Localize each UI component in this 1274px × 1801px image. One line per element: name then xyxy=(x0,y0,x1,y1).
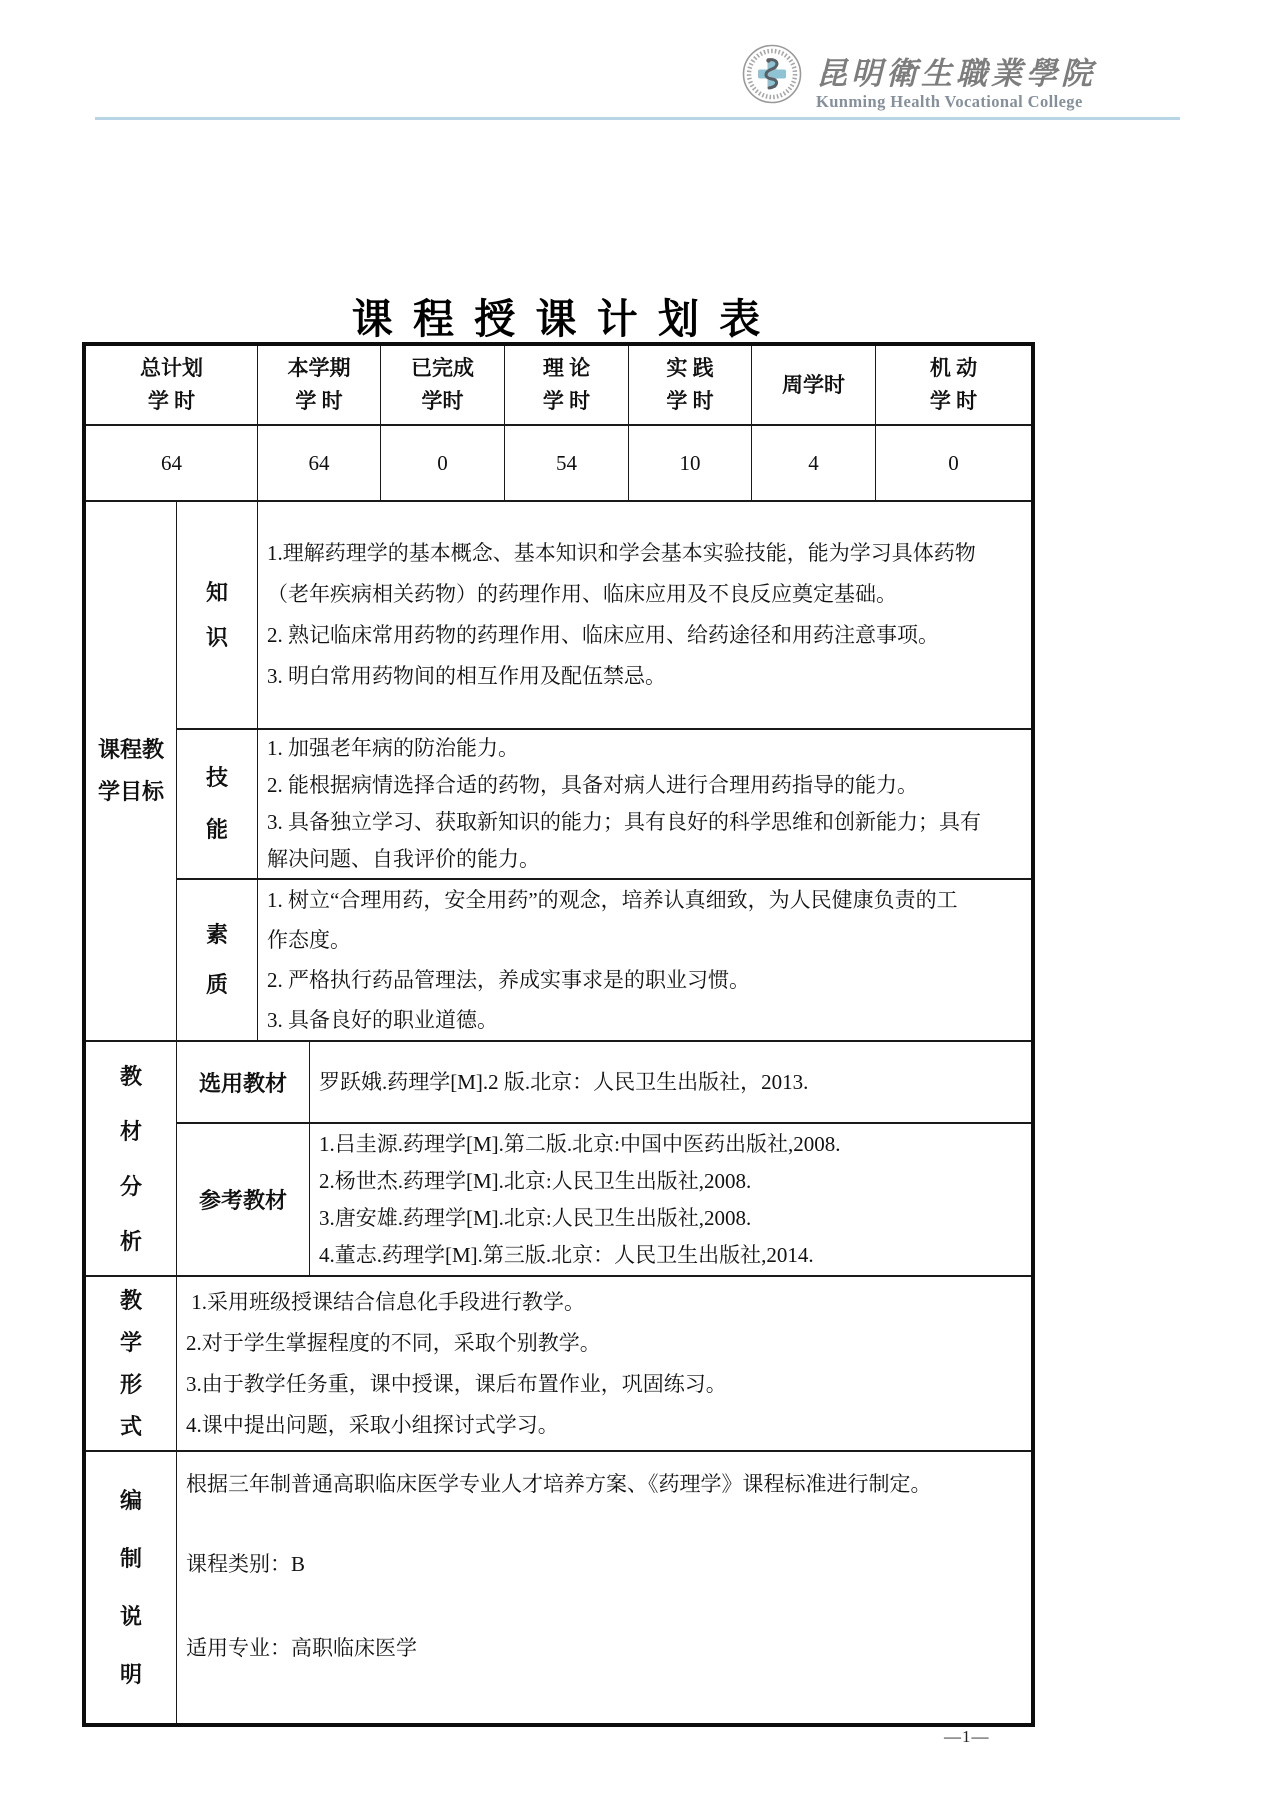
compilation-section xyxy=(86,1452,1031,1723)
objectives-section xyxy=(86,502,1031,1042)
hours-header-line: 理 论 xyxy=(542,356,591,380)
hours-header-semester xyxy=(258,346,381,424)
teaching-form-label-text: 教学形式 xyxy=(119,1287,142,1439)
hours-value-practice: 10 xyxy=(629,426,752,500)
hours-value-semester: 64 xyxy=(258,426,381,500)
knowledge-content xyxy=(258,502,1031,728)
reference-textbook-line: 3.唐安雄.药理学[M].北京:人民卫生出版社,2008. xyxy=(319,1205,752,1230)
quality-line: 作态度。 xyxy=(267,928,351,952)
skills-line: 1. 加强老年病的防治能力。 xyxy=(267,736,519,760)
hours-value-total: 64 xyxy=(86,426,258,500)
knowledge-line: 3. 明白常用药物间的相互作用及配伍禁忌。 xyxy=(267,664,666,688)
hours-header-row xyxy=(86,346,1031,426)
selected-textbook-row xyxy=(177,1042,1031,1124)
objectives-section-label xyxy=(86,502,177,1040)
hours-value-weekly: 4 xyxy=(752,426,876,500)
skills-content xyxy=(258,730,1031,878)
compilation-line: 适用专业：高职临床医学 xyxy=(186,1636,417,1660)
teaching-form-label xyxy=(86,1277,177,1450)
knowledge-label xyxy=(177,502,258,728)
quality-row xyxy=(177,880,1031,1040)
hours-header-line: 学 时 xyxy=(929,389,978,413)
college-name-english: Kunming Health Vocational College xyxy=(816,92,1083,111)
teaching-form-line: 2.对于学生掌握程度的不同，采取个别教学。 xyxy=(186,1330,601,1355)
teaching-form-section xyxy=(86,1277,1031,1452)
quality-content xyxy=(258,880,1031,1040)
skills-line: 3. 具备独立学习、获取新知识的能力；具有良好的科学思维和创新能力；具有 xyxy=(267,810,981,834)
hours-header-line: 总计划 xyxy=(140,356,203,380)
hours-header-practice xyxy=(629,346,752,424)
college-seal-logo xyxy=(742,44,802,104)
skills-label-text: 技能 xyxy=(205,765,228,842)
skills-line: 解决问题、自我评价的能力。 xyxy=(267,847,540,871)
hours-header-flexible xyxy=(876,346,1031,424)
hours-header-line: 实 践 xyxy=(666,356,714,380)
selected-textbook-line: 罗跃娥.药理学[M].2 版.北京：人民卫生出版社，2013. xyxy=(319,1070,809,1094)
course-plan-table xyxy=(82,342,1035,1727)
hours-value-completed: 0 xyxy=(381,426,505,500)
knowledge-line: 1.理解药理学的基本概念、基本知识和学会基本实验技能，能为学习具体药物 xyxy=(267,541,976,565)
objectives-label-text: 课程教学目标 xyxy=(97,737,164,804)
teaching-form-content xyxy=(177,1277,1031,1450)
reference-textbook-line: 2.杨世杰.药理学[M].北京:人民卫生出版社,2008. xyxy=(319,1168,752,1193)
hours-header-total xyxy=(86,346,258,424)
hours-value-theory: 54 xyxy=(505,426,629,500)
skills-label xyxy=(177,730,258,878)
hours-values-row xyxy=(86,426,1031,502)
hours-header-line: 学 时 xyxy=(542,389,591,413)
hours-header-line: 本学期 xyxy=(287,356,351,380)
materials-section-label xyxy=(86,1042,177,1275)
page-title: 课 程 授 课 计 划 表 xyxy=(351,296,766,342)
hours-header-line: 机 动 xyxy=(929,356,978,380)
selected-textbook-label xyxy=(177,1042,310,1122)
hours-header-line: 学时 xyxy=(421,389,464,413)
quality-line: 1. 树立“合理用药，安全用药”的观念，培养认真细致，为人民健康负责的工 xyxy=(267,888,958,912)
quality-line: 2. 严格执行药品管理法，养成实事求是的职业习惯。 xyxy=(267,968,750,992)
knowledge-line: （老年疾病相关药物）的药理作用、临床应用及不良反应奠定基础。 xyxy=(267,582,897,606)
compilation-label xyxy=(86,1452,177,1723)
compilation-label-text: 编制说明 xyxy=(119,1487,142,1687)
hours-header-line: 已完成 xyxy=(411,356,474,380)
knowledge-row xyxy=(177,502,1031,730)
header-divider-line xyxy=(95,117,1180,120)
reference-textbook-line: 1.吕圭源.药理学[M].第二版.北京:中国中医药出版社,2008. xyxy=(319,1131,841,1156)
skills-line: 2. 能根据病情选择合适的药物，具备对病人进行合理用药指导的能力。 xyxy=(267,773,918,797)
teaching-form-line: 3.由于教学任务重，课中授课，课后布置作业，巩固练习。 xyxy=(186,1371,727,1396)
hours-header-line: 学 时 xyxy=(295,389,343,413)
knowledge-line: 2. 熟记临床常用药物的药理作用、临床应用、给药途径和用药注意事项。 xyxy=(267,623,939,647)
selected-textbook-label-text: 选用教材 xyxy=(198,1070,287,1096)
compilation-line: 根据三年制普通高职临床医学专业人才培养方案、《药理学》课程标准进行制定。 xyxy=(186,1472,932,1496)
page-number: —1— xyxy=(944,1727,990,1746)
hours-header-line: 学 时 xyxy=(147,389,196,413)
compilation-line: 课程类别：B xyxy=(186,1552,306,1576)
college-name-chinese: 昆明衛生職業學院 xyxy=(816,56,1096,91)
materials-section xyxy=(86,1042,1031,1277)
skills-row xyxy=(177,730,1031,880)
knowledge-label-text: 知识 xyxy=(205,580,228,650)
quality-label-text: 素质 xyxy=(205,922,228,997)
teaching-form-line: 4.课中提出问题，采取小组探讨式学习。 xyxy=(186,1412,559,1437)
reference-textbook-label xyxy=(177,1124,310,1275)
reference-textbook-line: 4.董志.药理学[M].第三版.北京：人民卫生出版社,2014. xyxy=(319,1242,814,1267)
hours-header-weekly xyxy=(752,346,876,424)
hours-header-completed xyxy=(381,346,505,424)
quality-label xyxy=(177,880,258,1040)
materials-label-text: 教材分析 xyxy=(119,1063,142,1254)
reference-textbook-label-text: 参考教材 xyxy=(198,1188,287,1213)
hours-header-line: 周学时 xyxy=(782,372,845,397)
hours-header-theory xyxy=(505,346,629,424)
teaching-form-line: 1.采用班级授课结合信息化手段进行教学。 xyxy=(186,1289,585,1314)
selected-textbook-content xyxy=(310,1042,1031,1122)
hours-header-line: 学 时 xyxy=(666,389,714,413)
reference-textbook-content xyxy=(310,1124,1031,1275)
compilation-content xyxy=(177,1452,1031,1723)
hours-value-flexible: 0 xyxy=(948,450,959,475)
reference-textbook-row xyxy=(177,1124,1031,1275)
quality-line: 3. 具备良好的职业道德。 xyxy=(267,1008,498,1032)
